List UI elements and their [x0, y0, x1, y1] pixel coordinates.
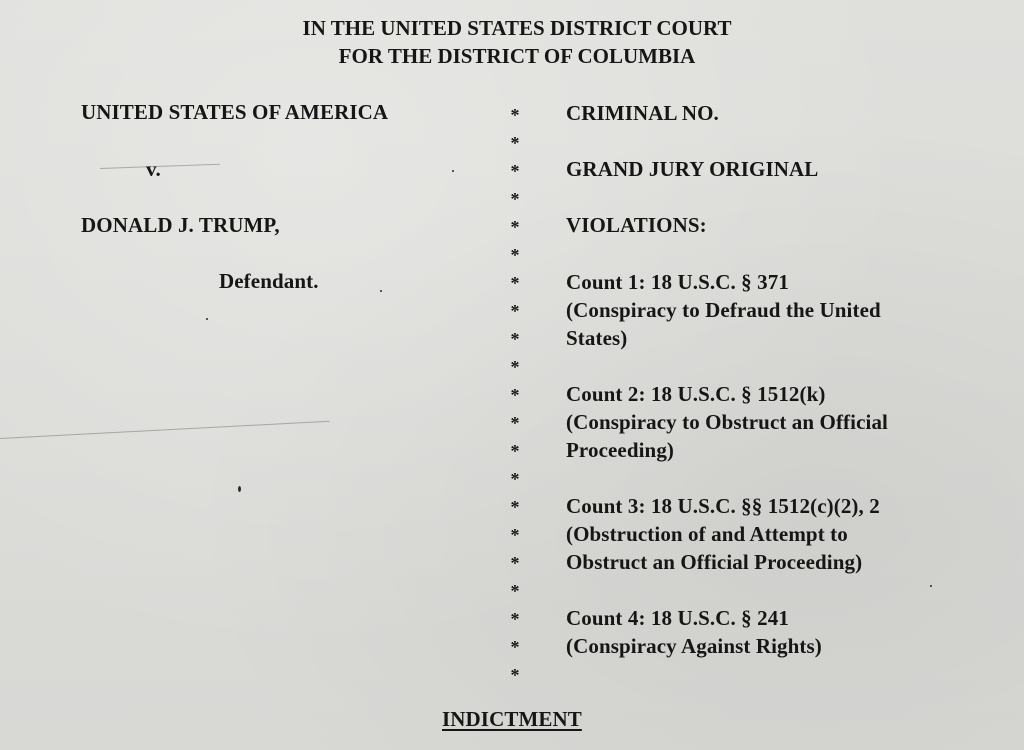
separator-asterisk: * — [510, 189, 520, 209]
count-4-citation: Count 4: 18 U.S.C. § 241 — [566, 606, 789, 630]
paper-speck — [930, 585, 932, 587]
count-4-description-line-1: (Conspiracy Against Rights) — [566, 634, 822, 658]
separator-asterisk: * — [510, 581, 520, 601]
count-3-description-line-1: (Obstruction of and Attempt to — [566, 522, 848, 546]
separator-asterisk: * — [510, 553, 520, 573]
separator-asterisk: * — [510, 385, 520, 405]
count-2-description-line-1: (Conspiracy to Obstruct an Official — [566, 410, 888, 434]
defendant-name: DONALD J. TRUMP, — [81, 213, 280, 237]
court-name-line-1: IN THE UNITED STATES DISTRICT COURT — [302, 16, 732, 40]
separator-asterisk: * — [510, 525, 520, 545]
separator-asterisk: * — [510, 329, 520, 349]
separator-asterisk: * — [510, 161, 520, 181]
defendant-label: Defendant. — [219, 269, 319, 293]
count-3-citation: Count 3: 18 U.S.C. §§ 1512(c)(2), 2 — [566, 494, 880, 518]
versus-label: v. — [146, 157, 161, 181]
separator-asterisk: * — [510, 497, 520, 517]
separator-asterisk: * — [510, 105, 520, 125]
document-title: INDICTMENT — [442, 707, 582, 731]
court-name-line-2: FOR THE DISTRICT OF COLUMBIA — [338, 44, 696, 68]
separator-asterisk: * — [510, 217, 520, 237]
paper-speck — [380, 290, 382, 292]
separator-asterisk: * — [510, 413, 520, 433]
plaintiff-name: UNITED STATES OF AMERICA — [81, 100, 389, 124]
separator-asterisk: * — [510, 133, 520, 153]
count-1-citation: Count 1: 18 U.S.C. § 371 — [566, 270, 789, 294]
count-3-description-line-2: Obstruct an Official Proceeding) — [566, 550, 863, 574]
separator-asterisk: * — [510, 441, 520, 461]
separator-asterisk: * — [510, 245, 520, 265]
separator-asterisk: * — [510, 665, 520, 685]
separator-asterisk: * — [510, 301, 520, 321]
criminal-number-label: CRIMINAL NO. — [566, 101, 719, 125]
count-1-description-line-2: States) — [566, 326, 628, 350]
paper-speck — [238, 486, 241, 492]
paper-speck — [452, 170, 454, 172]
count-1-description-line-1: (Conspiracy to Defraud the United — [566, 298, 881, 322]
grand-jury-label: GRAND JURY ORIGINAL — [566, 157, 819, 181]
separator-asterisk: * — [510, 637, 520, 657]
count-2-description-line-2: Proceeding) — [566, 438, 675, 462]
separator-asterisk: * — [510, 273, 520, 293]
paper-speck — [206, 318, 208, 320]
count-2-citation: Count 2: 18 U.S.C. § 1512(k) — [566, 382, 826, 406]
separator-asterisk: * — [510, 469, 520, 489]
separator-asterisk: * — [510, 609, 520, 629]
separator-asterisk: * — [510, 357, 520, 377]
paper-scratch — [0, 421, 330, 439]
violations-heading: VIOLATIONS: — [566, 213, 707, 237]
